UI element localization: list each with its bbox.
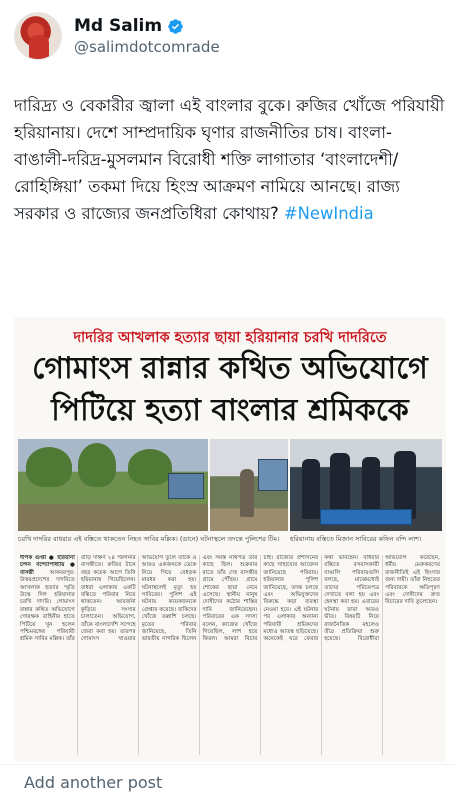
news-photos <box>18 439 442 547</box>
post-body: দারিদ্র্য ও বেকারীর জ্বালা এই বাংলার বুকে। রুজির খোঁজে পরিযায়ী হরিয়ানায়। দেশে সাম্প্রদায়িক ঘৃণার রাজনীতির চাষ। বাংলা- বাঙালী-দরিদ্র-মুসলমান বিরোধী শক্তি লাগাতার ‘বাংলাদেশী/রোহিঙ্গিয়া’ তকমা দিয়ে হিংস্র আক্রমণ নামিয়ে আনছে। রাজ্য সরকার ও রাজ্যের জনপ্রতিধিরা কোথায়? <box>14 96 445 223</box>
reply-bar <box>0 764 458 800</box>
photo-police <box>210 439 288 531</box>
name-row <box>74 16 220 36</box>
post-text <box>14 92 446 227</box>
news-headline-line1: গোমাংস রান্নার কথিত অভিযোগে <box>32 351 428 386</box>
add-post-input[interactable]: Add another post <box>24 773 163 792</box>
post-header <box>14 12 220 60</box>
caption-left: চরখি দাদরির বাধরার এই বস্তিতে থাকতেন নিহত সাবির মল্লিক। (ডানে) ঘটনাস্থলে তদন্তে পুলিশের টিম। <box>18 535 280 543</box>
news-kicker: দাদরির আখলাক হত্যার ছায়া হরিয়ানার চরখি দাদরিতে <box>73 330 387 346</box>
author-block <box>74 16 220 56</box>
verified-badge-icon <box>167 18 184 35</box>
user-handle[interactable]: @salimdotcomrade <box>74 38 220 56</box>
news-headline-line2: পিটিয়ে হত্যা বাংলার শ্রমিককে <box>51 393 409 428</box>
news-article-body <box>20 555 440 755</box>
photo-coffin <box>290 439 442 531</box>
display-name[interactable]: Md Salim <box>74 16 163 36</box>
avatar[interactable] <box>14 12 62 60</box>
caption-right: হরিয়ানায় বস্তিতে মিজান সাবিরের কফিন বন্দি লাশ। <box>290 535 422 543</box>
news-article-text: আকবরপুর: উত্তরপ্রদেশের দাদরিতে আখলাক হত্যার স্মৃতি উস্কে দিল হরিয়ানার চরখি দাদরি। গোমাংস রান্নার কথিত অভিযোগে গোরক্ষক বাহিনীর হাতে পিটিয়ে খুন হলেন পশ্চিমবঙ্গের পরিযায়ী শ্রমিক সাবির মল্লিক। তাঁর বাড়ি দক্ষিণ ২৪ পরগনার বাসন্তীতে। রুজির টানে বছর কয়েক আগে তিনি হরিয়ানায় গিয়েছিলেন। বাধরা এলাকায় একটি বস্তিতে পরিবার নিয়ে থাকতেন। আবর্জনা কুড়িয়ে সংসার চালাতেন। অভিযোগ, তাঁকে বাংলাদেশি সন্দেহে জেরা করা হয়। তারপর গোমাংস খাওয়ার অভিযোগ তুলে তাঁকে ও আরও একজনকে ডেকে নিয়ে গিয়ে বেধড়ক মারধর করা হয়। ঘটনাস্থলেই মৃত্যু হয় সাবিরের। পুলিশ এই ঘটনায় কয়েকজনকে গ্রেপ্তার করেছে। বাকিদের খোঁজে তল্লাশি চলছে। মৃতের পরিবার জানিয়েছে, তিনি ভারতীয় নাগরিক ছিলেন এবং সমস্ত নথিপত্র তাঁর কাছে ছিল। শুক্রবার রাতে তাঁর দেহ বাসন্তীর গ্রামে পৌঁছয়। গ্রামে শোকের ছায়া নেমে এসেছে। স্থানীয় মানুষ দোষীদের কঠোর শাস্তির দাবি জানিয়েছেন। পরিবারের এক সদস্য বলেন, কাজের খোঁজে গিয়েছিল, লাশ হয়ে ফিরল। আমরা বিচার চাই। রাজ্যের প্রশাসনের কাছে সাহায্যের আবেদন জানিয়েছে পরিবার। হরিয়ানার পুলিশ জানিয়েছে, তদন্ত চলছে এবং অভিযুক্তদের বিরুদ্ধে কড়া ব্যবস্থা নেওয়া হবে। এই ঘটনার পর এলাকার অন্যান্য পরিযায়ী শ্রমিকদের মধ্যেও আতঙ্ক ছড়িয়েছে। অনেকেই ঘরে ফেরার কথা ভাবছেন। বাধরার বস্তিতে বসবাসকারী বাঙালি পরিবারগুলি বলছে, মাঝেমধ্যেই তাদের পরিচয়পত্র দেখাতে বলা হয় এবং হেনস্থা করা হয়। এবারের ঘটনায় তারা আরও ভীত। বিষয়টি নিয়ে রাজনৈতিক মহলেও তীব্র প্রতিক্রিয়া শুরু হয়েছে। বিরোধীরা অভিযোগ করেছেন, ধর্মীয় মেরুকরণের রাজনীতিই এই হিংসার জন্য দায়ী। তাঁরা নিহতের পরিবারকে ক্ষতিপূরণ এবং দোষীদের দ্রুত বিচারের দাবি তুলেছেন। <box>20 555 440 643</box>
news-byline: দীপক গুপ্তা ● হরিয়ানা চন্দন বন্দ্যোপাধ্যায় ● বাসন্তী <box>20 555 75 576</box>
hashtag-link[interactable]: #NewIndia <box>283 204 374 223</box>
photo-settlement <box>18 439 208 531</box>
news-clipping-image[interactable] <box>14 317 446 762</box>
